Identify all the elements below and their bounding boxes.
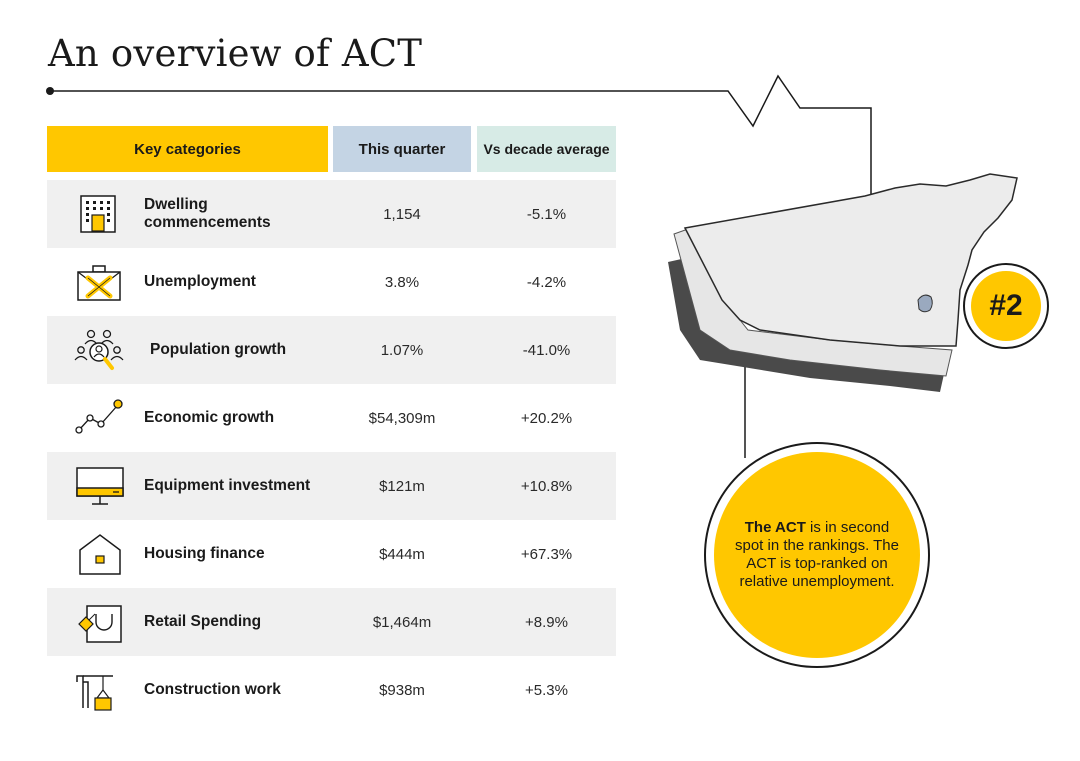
row-label: Population growth — [150, 341, 287, 358]
row-quarter-value: $54,309m — [368, 409, 436, 427]
row-quarter-value: 1.07% — [380, 341, 424, 359]
row-quarter-value: 3.8% — [384, 273, 420, 291]
briefcase-icon — [73, 260, 127, 304]
house-icon — [73, 532, 127, 576]
row-label: Unemployment — [144, 273, 256, 290]
row-label: Retail Spending — [144, 613, 262, 630]
nsw-map-icon — [668, 174, 1017, 392]
row-decade-value: +10.8% — [520, 477, 573, 495]
row-label: Construction work — [144, 681, 281, 698]
row-label: Equipment investment — [144, 477, 311, 494]
row-decade-value: +20.2% — [520, 409, 573, 427]
callout-text — [732, 519, 902, 591]
row-decade-value: +5.3% — [525, 681, 568, 699]
table-row — [47, 520, 616, 588]
table-row — [47, 180, 616, 248]
row-decade-value: -5.1% — [526, 205, 567, 223]
row-quarter-value: $121m — [379, 477, 425, 495]
table-row — [47, 248, 616, 316]
table-row — [47, 656, 616, 724]
header-vs-decade-average: Vs decade average — [477, 126, 616, 172]
callout-body: is in second spot in the rankings. The ACT is top-ranked on relative unemployment. — [735, 519, 899, 590]
row-label: Economic growth — [144, 409, 275, 426]
shopping-bag-icon — [73, 600, 127, 644]
row-decade-value: +8.9% — [525, 613, 568, 631]
table-row — [47, 384, 616, 452]
row-decade-value: -41.0% — [522, 341, 571, 359]
row-quarter-value: $938m — [379, 681, 425, 699]
table-row — [47, 316, 616, 384]
header-key-categories: Key categories — [47, 126, 328, 172]
row-quarter-value: $1,464m — [372, 613, 432, 631]
building-icon — [73, 192, 127, 236]
row-quarter-value: $444m — [379, 545, 425, 563]
row-quarter-value: 1,154 — [383, 205, 421, 223]
callout-bold: The ACT — [744, 519, 806, 536]
page-title: An overview of ACT — [48, 32, 423, 75]
population-search-icon — [73, 328, 127, 372]
callout-circle — [704, 442, 930, 668]
row-decade-value: -4.2% — [526, 273, 567, 291]
table-row — [47, 588, 616, 656]
row-label: Housing finance — [144, 545, 265, 562]
header-this-quarter: This quarter — [333, 126, 471, 172]
growth-line-icon — [73, 396, 127, 440]
crane-icon — [73, 668, 127, 712]
monitor-icon — [73, 464, 127, 508]
table-row — [47, 452, 616, 520]
rank-badge — [963, 263, 1049, 349]
row-label: Dwelling commencements — [144, 196, 271, 231]
rank-badge-label: #2 — [971, 271, 1041, 341]
row-decade-value: +67.3% — [520, 545, 573, 563]
